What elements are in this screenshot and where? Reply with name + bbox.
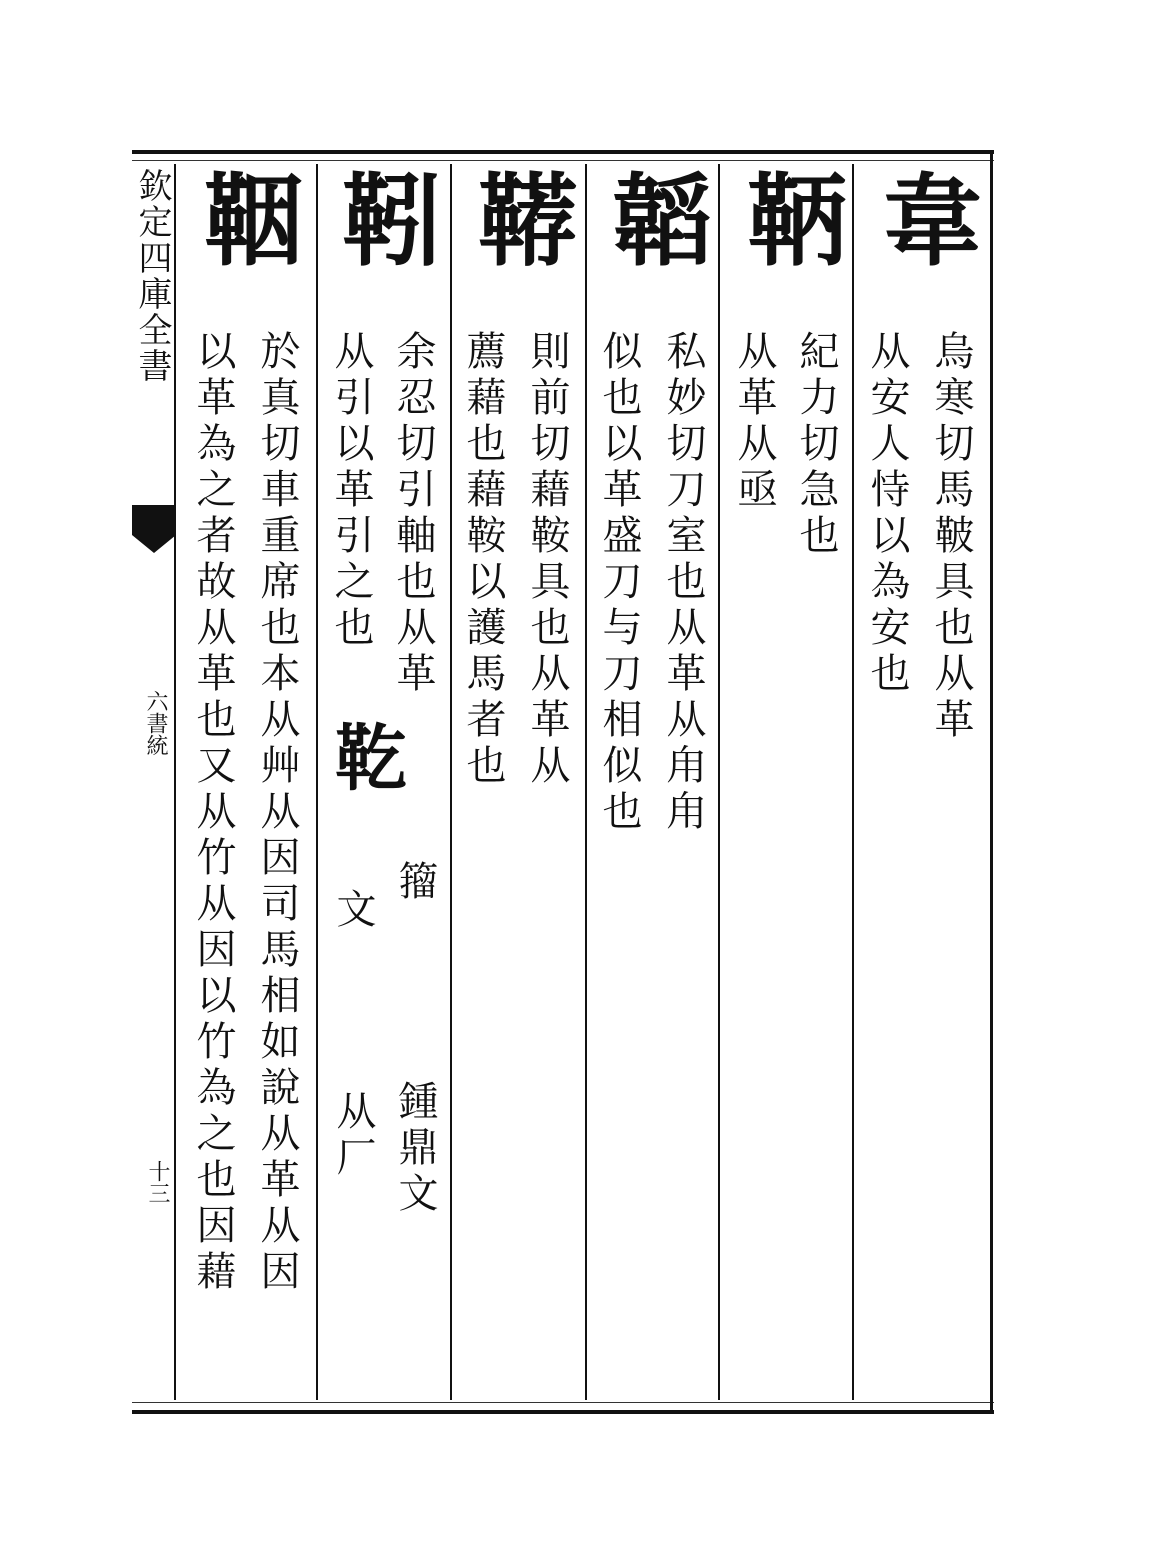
margin-page-number: 十三 (145, 1160, 170, 1204)
column-divider (174, 164, 176, 1400)
seal-character: 鞆 (730, 168, 848, 268)
variant-label: 从厂 (330, 1090, 376, 1182)
column-divider (316, 164, 318, 1400)
bottom-border-inner (132, 1402, 994, 1403)
column-divider (718, 164, 720, 1400)
variant-label: 鍾鼎文 (392, 1080, 438, 1218)
gloss-line: 則前切藉鞍具也从革从 (524, 330, 570, 790)
variant-seal-character: 䩐 (323, 720, 408, 792)
gloss-line: 紀力切急也 (793, 330, 839, 560)
variant-label: 文 (330, 888, 376, 934)
seal-character: 鞯 (461, 168, 579, 268)
gloss-line: 似也以革盛刀与刀相似也 (596, 330, 642, 836)
gloss-line: 从引以革引之也 (328, 330, 374, 652)
gloss-line: 余忍切引軸也从革 (390, 330, 436, 698)
gloss-line: 从安人恃以為安也 (864, 330, 910, 698)
gloss-line: 薦藉也藉鞍以護馬者也 (460, 330, 506, 790)
column-divider (585, 164, 587, 1400)
seal-character: 韋 (865, 168, 983, 268)
gloss-line: 从革从亟 (731, 330, 777, 514)
margin-book-title: 六書統 (143, 690, 168, 756)
right-border (990, 150, 993, 1414)
seal-character: 鞇 (187, 168, 305, 268)
fish-tail-mark (132, 505, 176, 535)
bottom-border (132, 1410, 994, 1414)
gloss-line: 以革為之者故从革也又从竹从因以竹為之也因藉 (190, 330, 236, 1296)
seal-character: 韜 (595, 168, 713, 268)
gloss-line: 於真切車重席也本从艸从因司馬相如說从革从因 (254, 330, 300, 1296)
seal-character: 靷 (325, 168, 443, 268)
top-border (132, 150, 994, 154)
top-border-inner (132, 160, 994, 161)
gloss-line: 烏寒切馬鞁具也从革 (928, 330, 974, 744)
variant-label: 籀 (392, 860, 438, 906)
column-divider (450, 164, 452, 1400)
margin-title: 欽定四庫全書 (132, 168, 172, 384)
gloss-line: 私妙切刀室也从革从甪甪 (660, 330, 706, 836)
column-divider (852, 164, 854, 1400)
